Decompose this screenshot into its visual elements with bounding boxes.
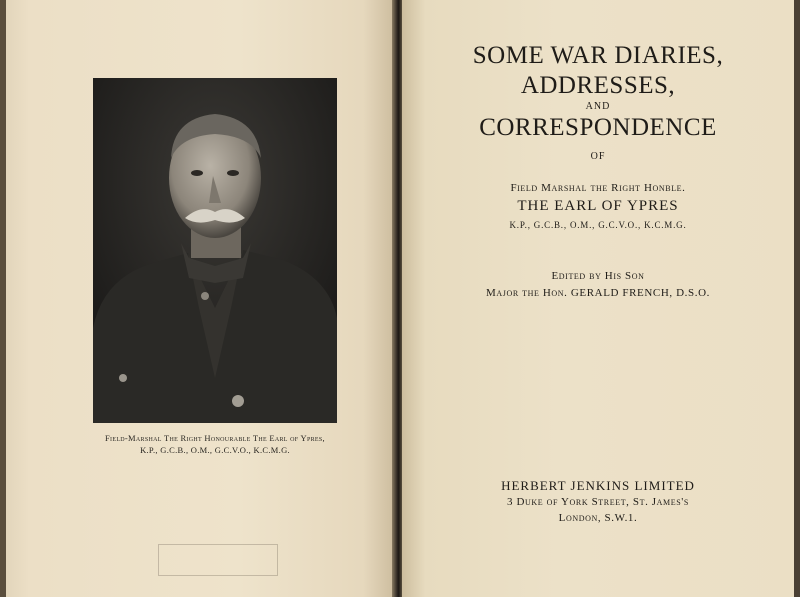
author-name: THE EARL OF YPRES — [517, 198, 679, 214]
frontispiece-portrait — [93, 78, 337, 423]
publisher-city: London, S.W.1. — [558, 512, 638, 524]
portrait-caption — [60, 432, 370, 456]
title-line-1: SOME WAR DIARIES, — [472, 42, 724, 69]
title-line-2: ADDRESSES, — [520, 72, 676, 99]
publisher-name: HERBERT JENKINS LIMITED — [501, 478, 695, 493]
author-rank: Field Marshal the Right Honble. — [510, 182, 686, 194]
publisher-address: 3 Duke of York Street, St. James's — [507, 496, 689, 508]
title-line-3: CORRESPONDENCE — [479, 114, 717, 141]
edited-by: Edited by His Son — [551, 270, 645, 282]
portrait-illustration — [93, 78, 337, 423]
caption-line-1: Field-Marshal The Right Honourable The Earl of Ypres, — [105, 433, 325, 443]
title-of: OF — [590, 151, 606, 162]
caption-line-2: K.P., G.C.B., O.M., G.C.V.O., K.C.M.G. — [140, 445, 290, 455]
library-stamp — [158, 544, 278, 576]
title-and: AND — [585, 101, 611, 112]
editor-name: Major the Hon. GERALD FRENCH, D.S.O. — [486, 287, 710, 299]
author-honours: K.P., G.C.B., O.M., G.C.V.O., K.C.M.G. — [509, 220, 687, 230]
book-edge-right — [794, 0, 800, 597]
